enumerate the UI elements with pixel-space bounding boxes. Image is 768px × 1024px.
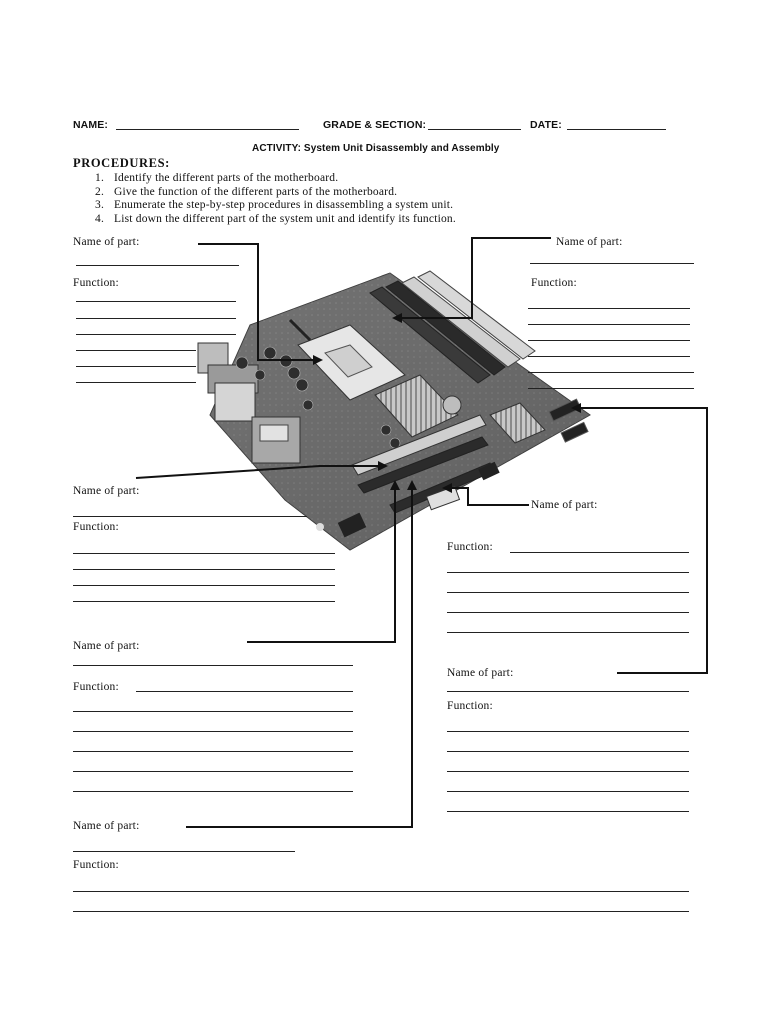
answer-line[interactable] (73, 553, 335, 554)
answer-line[interactable] (73, 851, 295, 852)
callout-line (400, 238, 551, 318)
function-label: Function: (73, 681, 119, 693)
answer-line[interactable] (528, 308, 690, 309)
answer-line[interactable] (76, 334, 236, 335)
answer-line[interactable] (73, 585, 335, 586)
answer-line[interactable] (73, 516, 307, 517)
answer-line[interactable] (76, 265, 239, 266)
answer-line[interactable] (528, 356, 690, 357)
answer-line[interactable] (76, 318, 236, 319)
answer-line[interactable] (73, 911, 689, 912)
name-of-part-label: Name of part: (556, 236, 623, 248)
answer-line[interactable] (73, 771, 353, 772)
answer-line[interactable] (447, 612, 689, 613)
name-of-part-label: Name of part: (73, 640, 140, 652)
answer-line[interactable] (447, 632, 689, 633)
answer-line[interactable] (528, 340, 690, 341)
answer-line[interactable] (528, 372, 694, 373)
answer-line[interactable] (528, 324, 690, 325)
date-label: DATE: (530, 119, 562, 131)
answer-line[interactable] (528, 388, 694, 389)
answer-line[interactable] (73, 891, 689, 892)
callout-line (247, 488, 395, 642)
answer-line[interactable] (73, 665, 353, 666)
grade-section-label: GRADE & SECTION: (323, 119, 427, 131)
answer-line[interactable] (447, 771, 689, 772)
procedure-step: 3. Enumerate the step-by-step procedures in disassembling a system unit. (95, 199, 454, 211)
answer-line[interactable] (73, 791, 353, 792)
activity-title: ACTIVITY: System Unit Disassembly and Assembly (252, 143, 500, 154)
answer-line[interactable] (73, 569, 335, 570)
answer-line[interactable] (447, 572, 689, 573)
answer-line[interactable] (76, 301, 236, 302)
name-of-part-label: Name of part: (73, 485, 140, 497)
function-label: Function: (73, 859, 119, 871)
answer-line[interactable] (447, 731, 689, 732)
procedure-step: 4. List down the different part of the system unit and identify its function. (95, 212, 456, 225)
answer-line[interactable] (530, 263, 694, 264)
answer-line[interactable] (76, 366, 196, 367)
answer-line[interactable] (73, 601, 335, 602)
answer-line[interactable] (447, 592, 689, 593)
answer-line[interactable] (447, 691, 689, 692)
answer-line[interactable] (76, 382, 196, 383)
procedures-title: PROCEDURES: (73, 156, 170, 170)
answer-line[interactable] (73, 751, 353, 752)
function-label: Function: (447, 700, 493, 712)
callout-line (186, 488, 412, 827)
answer-line[interactable] (447, 811, 689, 812)
answer-line[interactable] (73, 711, 353, 712)
callout-line (578, 408, 707, 673)
function-label: Function: (447, 541, 493, 553)
answer-line[interactable] (73, 731, 353, 732)
callout-line (450, 488, 529, 505)
answer-line[interactable] (76, 350, 196, 351)
answer-line[interactable] (447, 791, 689, 792)
name-of-part-label: Name of part: (73, 820, 140, 832)
callout-line (198, 244, 315, 360)
name-label: NAME: (73, 119, 108, 131)
procedure-step: 2. Give the function of the different parts of the motherboard. (95, 185, 398, 198)
function-label: Function: (73, 521, 119, 533)
function-label: Function: (73, 277, 119, 289)
answer-line[interactable] (510, 552, 689, 553)
callout-line (136, 466, 380, 478)
name-of-part-label: Name of part: (73, 236, 140, 248)
answer-line[interactable] (447, 751, 689, 752)
answer-line[interactable] (136, 691, 353, 692)
name-of-part-label: Name of part: (531, 499, 598, 511)
name-of-part-label: Name of part: (447, 667, 514, 679)
function-label: Function: (531, 277, 577, 289)
procedure-step: 1. Identify the different parts of the motherboard. (95, 172, 339, 184)
